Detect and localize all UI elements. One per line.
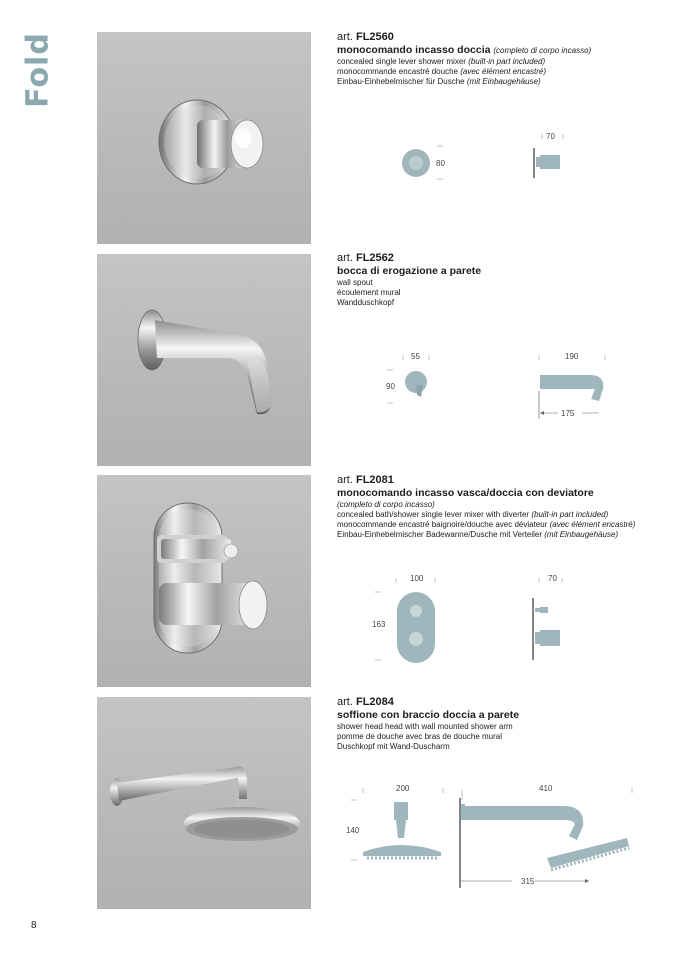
dim-front-height: 80 bbox=[436, 159, 445, 168]
technical-drawing-fl2081 bbox=[337, 570, 667, 670]
dim-side-projection: 175 bbox=[561, 409, 575, 418]
dim-side-width: 410 bbox=[539, 784, 553, 793]
page-number: 8 bbox=[31, 920, 37, 931]
product-title: soffione con braccio doccia a parete bbox=[337, 709, 520, 721]
product-code: art. FL2562 bbox=[337, 252, 394, 264]
technical-drawing-fl2560 bbox=[337, 120, 667, 210]
product-desc-line: Wandduschkopf bbox=[337, 298, 395, 307]
product-code: art. FL2084 bbox=[337, 696, 394, 708]
brand-name: Fold bbox=[20, 32, 56, 108]
product-desc-line: monocommande encastré douche (avec élément encastré) bbox=[337, 67, 547, 76]
product-code: art. FL2560 bbox=[337, 31, 394, 43]
product-title: monocomando incasso doccia (completo di corpo incasso) bbox=[337, 44, 592, 56]
product-photo-fl2084 bbox=[97, 697, 311, 909]
product-desc-line: Duschkopf mit Wand-Duscharm bbox=[337, 742, 450, 751]
product-desc-line: Einbau-Einhebelmischer Badewanne/Dusche mit Verteiler (mit Einbaugehäuse) bbox=[337, 530, 619, 539]
dim-front-width: 55 bbox=[411, 352, 420, 361]
product-info-fl2084 bbox=[337, 696, 667, 752]
product-desc-line: concealed single lever shower mixer (built-in part included) bbox=[337, 57, 546, 66]
product-title: bocca di erogazione a parete bbox=[337, 265, 482, 277]
product-desc-line: Einbau-Einhebelmischer für Dusche (mit Einbaugehäuse) bbox=[337, 77, 541, 86]
dim-side-projection: 315 bbox=[521, 877, 535, 886]
product-info-fl2081 bbox=[337, 474, 667, 540]
product-desc-line: écoulement mural bbox=[337, 288, 401, 297]
dim-side-width: 190 bbox=[565, 352, 579, 361]
dim-front-width: 100 bbox=[410, 574, 424, 583]
brand-logo bbox=[14, 30, 62, 110]
product-photo-fl2562 bbox=[97, 254, 311, 466]
dim-front-width: 200 bbox=[396, 784, 410, 793]
product-desc-line: monocommande encastré baignoire/douche avec déviateur (avec élément encastré) bbox=[337, 520, 636, 529]
product-photo-fl2081 bbox=[97, 475, 311, 687]
product-code: art. FL2081 bbox=[337, 474, 394, 486]
product-desc-line: shower head head with wall mounted shower arm bbox=[337, 722, 513, 731]
dim-front-height: 90 bbox=[386, 382, 395, 391]
technical-drawing-fl2084 bbox=[337, 780, 667, 895]
product-desc-line: concealed bath/shower single lever mixer with diverter (built-in part included) bbox=[337, 510, 609, 519]
dim-side-width: 70 bbox=[548, 574, 557, 583]
product-desc-line: wall spout bbox=[337, 278, 373, 287]
product-desc-line: (completo di corpo incasso) bbox=[337, 500, 435, 509]
dim-front-height: 163 bbox=[372, 620, 386, 629]
product-photo-fl2560 bbox=[97, 32, 311, 244]
dim-front-height: 140 bbox=[346, 826, 360, 835]
product-info-fl2560 bbox=[337, 31, 667, 87]
dim-side-width: 70 bbox=[546, 132, 555, 141]
product-info-fl2562 bbox=[337, 252, 667, 308]
product-title: monocomando incasso vasca/doccia con deviatore bbox=[337, 487, 594, 499]
product-desc-line: pomme de douche avec bras de douche mural bbox=[337, 732, 502, 741]
